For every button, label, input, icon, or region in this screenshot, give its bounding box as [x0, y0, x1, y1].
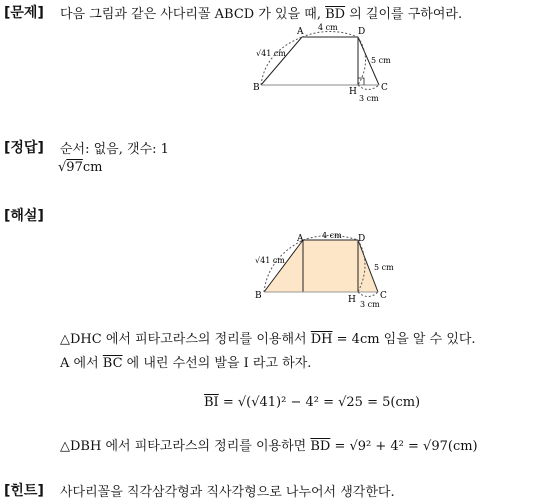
explanation-tag: [해설] — [4, 208, 44, 224]
answer-tag: [정답] — [4, 140, 44, 156]
hint-text: 사다리꼴을 직각삼각형과 직사각형으로 나누어서 생각한다. — [60, 485, 395, 500]
problem-tag: [문제] — [4, 5, 44, 21]
explanation-eq1: $\overline{BI} = √(√41)^2 - 4^2 = √25 = 5(cm)$ — [204, 395, 421, 410]
label-ad: 4 cm — [318, 23, 338, 32]
svg-text:C: C — [380, 291, 387, 301]
svg-text:D: D — [358, 234, 366, 244]
svg-text:B: B — [255, 291, 262, 301]
point-d-label: D — [358, 27, 366, 37]
label-ab: √41 cm — [256, 49, 286, 58]
point-b-label: B — [253, 83, 260, 93]
label-hc: 3 cm — [359, 94, 379, 103]
trapezoid-figure — [245, 22, 395, 104]
point-c-label: C — [381, 83, 388, 93]
point-h-label: H — [349, 87, 357, 97]
answer-order: 순서: 없음, 갯수: 1 — [60, 142, 169, 157]
hint-tag: [힌트] — [4, 483, 44, 499]
trapezoid-figure-shaded — [250, 232, 400, 310]
svg-text:A: A — [297, 234, 304, 244]
svg-text:4 cm: 4 cm — [322, 232, 342, 240]
svg-text:√41 cm: √41 cm — [255, 256, 285, 265]
problem-text: 다음 그림과 같은 사다리꼴 ABCD 가 있을 때, $\overline{BD}$ 의 길이를 구하여라. — [60, 7, 463, 22]
answer-value: √97cm — [58, 160, 103, 175]
svg-text:5 cm: 5 cm — [374, 263, 394, 272]
label-dh: 5 cm — [371, 56, 391, 65]
side-ab — [261, 37, 302, 85]
explanation-p3: △DBH 에서 피타고라스의 정리를 이용하면 $\overline{BD} = √9^2 + 4^2 = √97(cm)$ — [60, 439, 478, 454]
explanation-p1: △DHC 에서 피타고라스의 정리를 이용해서 $\overline{DH} = 4cm$ 임을 알 수 있다. — [60, 332, 476, 347]
svg-text:3 cm: 3 cm — [360, 300, 380, 309]
svg-text:H: H — [348, 295, 356, 305]
explanation-p2: A 에서 $\overline{BC}$ 에 내린 수선의 발을 I 라고 하자. — [60, 356, 312, 371]
point-a-label: A — [297, 27, 304, 37]
